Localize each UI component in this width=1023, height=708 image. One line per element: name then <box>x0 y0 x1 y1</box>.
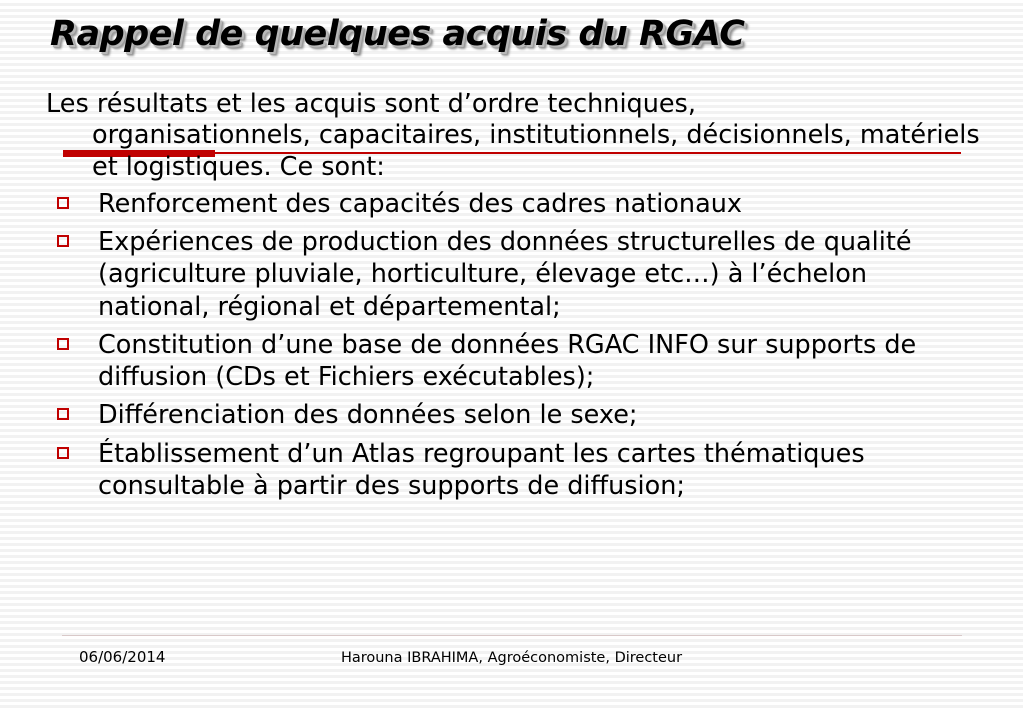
list-item-label: Différenciation des données selon le sexe; <box>98 400 638 431</box>
lead-paragraph <box>46 88 986 184</box>
lead-line-2: organisationnels, capacitaires, institutionnels, décisionnels, matériels et logistiques. Ce sont: <box>92 119 980 183</box>
square-bullet-icon <box>57 447 69 459</box>
list-item <box>46 329 986 394</box>
square-bullet-icon <box>57 197 69 209</box>
page-title: Rappel de quelques acquis du RGAC <box>50 14 745 54</box>
slide-body <box>46 88 986 508</box>
list-item-label: Expériences de production des données structurelles de qualité (agriculture pluviale, horticulture, élevage etc…) à l’échelon national, régional et départemental; <box>98 227 912 322</box>
footer-date: 06/06/2014 <box>79 648 166 666</box>
list-item-label: Constitution d’une base de données RGAC INFO sur supports de diffusion (CDs et Fichiers exécutables); <box>98 329 917 393</box>
square-bullet-icon <box>57 235 69 247</box>
list-item <box>46 226 986 323</box>
square-bullet-icon <box>57 338 69 350</box>
footer-divider <box>62 635 962 636</box>
list-item-label: Renforcement des capacités des cadres nationaux <box>98 188 742 219</box>
footer-author: Harouna IBRAHIMA, Agroéconomiste, Directeur <box>340 650 683 666</box>
square-bullet-icon <box>57 408 69 420</box>
list-item <box>46 438 986 503</box>
bullet-list <box>46 188 986 502</box>
list-item <box>46 188 986 220</box>
list-item-label: Établissement d’un Atlas regroupant les cartes thématiques consultable à partir des supports de diffusion; <box>98 438 865 501</box>
list-item <box>46 399 986 431</box>
lead-line-1: Les résultats et les acquis sont d’ordre techniques, <box>46 89 696 119</box>
